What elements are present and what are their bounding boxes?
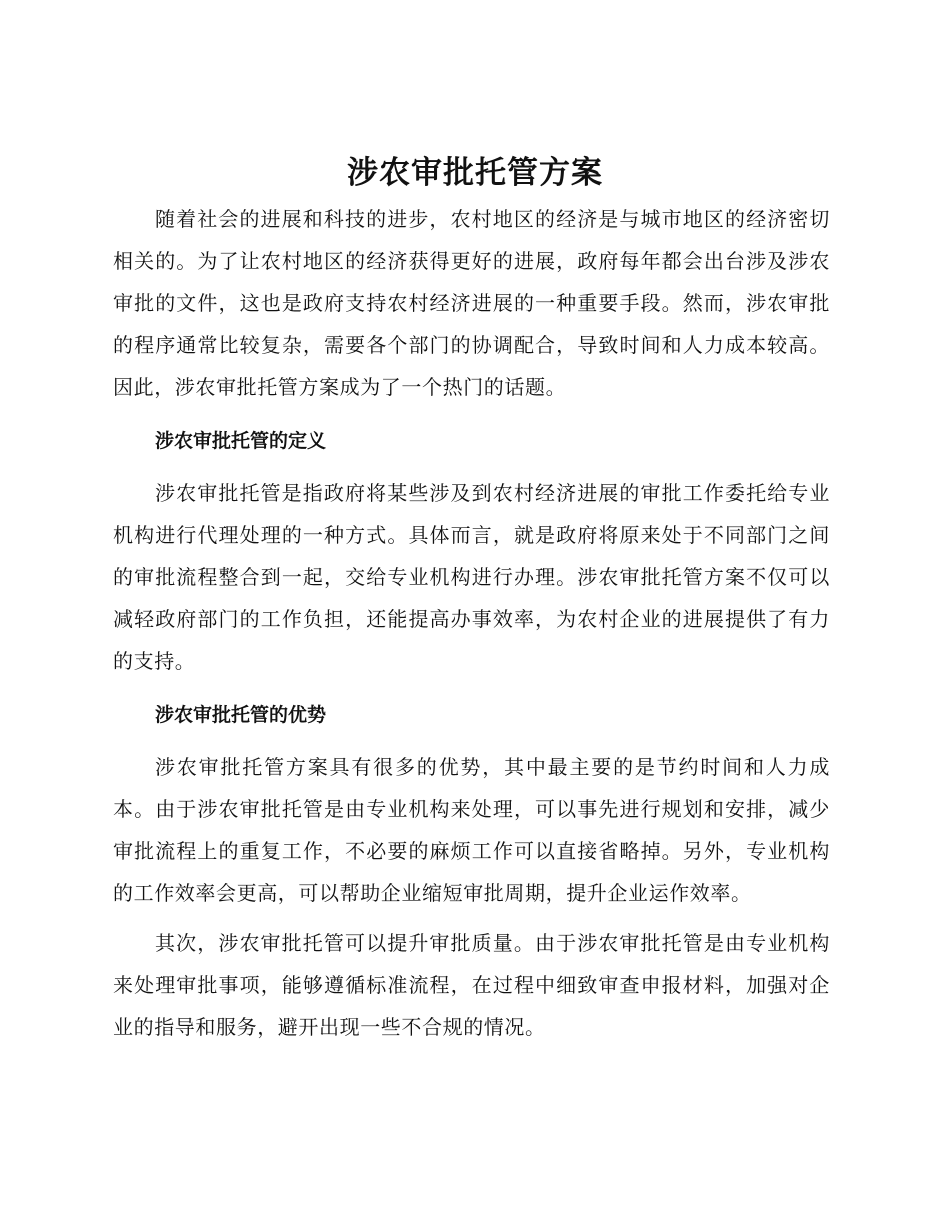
- intro-paragraph: 随着社会的进展和科技的进步，农村地区的经济是与城市地区的经济密切相关的。为了让农村地区的经济获得更好的进展，政府每年都会出台涉及涉农审批的文件，这也是政府支持农村经济进展的一种重要手段。然而，涉农审批的程序通常比较复杂，需要各个部门的协调配合，导致时间和人力成本较高。因此，涉农审批托管方案成为了一个热门的话题。: [113, 207, 830, 399]
- section-paragraph: 涉农审批托管是指政府将某些涉及到农村经济进展的审批工作委托给专业机构进行代理处理的一种方式。具体而言，就是政府将原来处于不同部门之间的审批流程整合到一起，交给专业机构进行办理。涉农审批托管方案不仅可以减轻政府部门的工作负担，还能提高办事效率，为农村企业的进展提供了有力的支持。: [113, 481, 830, 673]
- paragraph-spacer: [113, 914, 830, 922]
- section-paragraph: 涉农审批托管方案具有很多的优势，其中最主要的是节约时间和人力成本。由于涉农审批托管是由专业机构来处理，可以事先进行规划和安排，减少审批流程上的重复工作，不必要的麻烦工作可以直接省略掉。另外，专业机构的工作效率会更高，可以帮助企业缩短审批周期，提升企业运作效率。: [113, 755, 830, 905]
- section-heading: 涉农审批托管的定义: [155, 430, 327, 452]
- section-definition: [113, 420, 830, 682]
- section-heading: 涉农审批托管的优势: [155, 704, 327, 726]
- section-advantages: [113, 694, 830, 1048]
- section-paragraph: 其次，涉农审批托管可以提升审批质量。由于涉农审批托管是由专业机构来处理审批事项，能够遵循标准流程，在过程中细致审查申报材料，加强对企业的指导和服务，避开出现一些不合规的情况。: [113, 931, 830, 1039]
- document-title: 涉农审批托管方案: [347, 155, 603, 191]
- document-body: [113, 198, 830, 1048]
